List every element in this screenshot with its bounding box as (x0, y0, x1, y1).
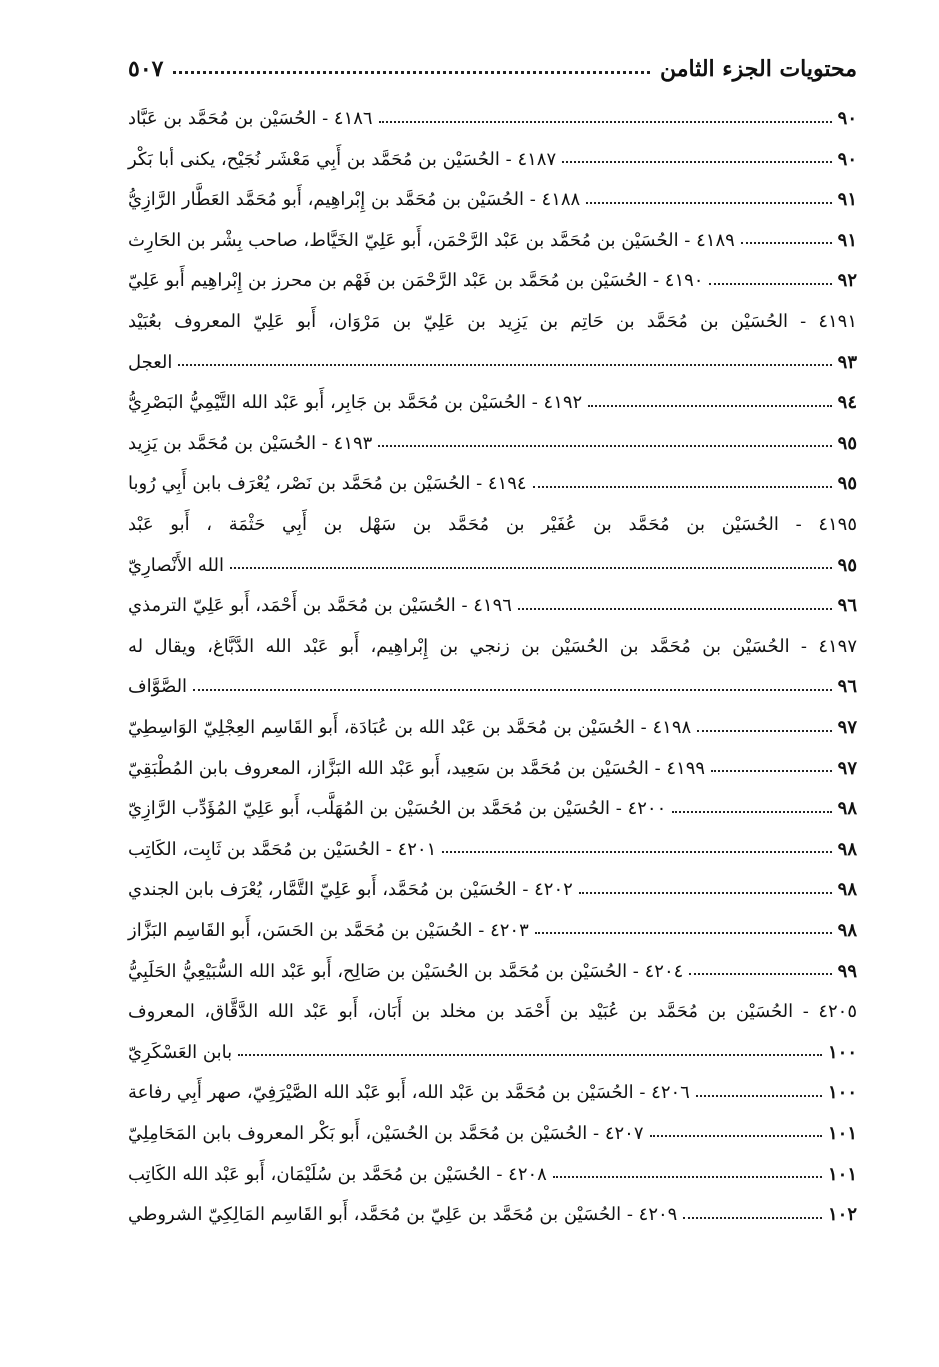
toc-entry (128, 252, 857, 293)
toc-entry-page: ٩٠ (837, 148, 857, 170)
toc-entry-line-last (128, 537, 857, 578)
toc-entry-text: ٤١٨٨ - الحُسَيْن بن مُحَمَّد بن إِبْراهِيم، أَبو مُحَمَّد العَطَّار الرَّازِيُّ (128, 189, 581, 211)
leader-dots (588, 405, 831, 407)
toc-entry-line-last (128, 374, 857, 415)
toc-entry-page: ٩١ (837, 189, 857, 211)
leader-dots (230, 567, 832, 569)
toc-entry-line (128, 293, 857, 334)
toc-entry-line-last (128, 821, 857, 862)
leader-dots (672, 811, 831, 813)
leader-dots (378, 445, 831, 447)
toc-entry-text: ٤٢٠٨ - الحُسَيْن بن مُحَمَّد بن سُلَيْمَان، أَبو عَبْد الله الكَاتِب (128, 1163, 547, 1185)
toc-entry-page: ٩٠ (837, 108, 857, 130)
toc-entry-line (128, 496, 857, 537)
page-header (128, 42, 857, 82)
toc-entry-page: ٩١ (837, 229, 857, 251)
leader-dots (442, 851, 831, 853)
toc-entry-page: ١٠٠ (827, 1082, 857, 1104)
toc-entry-page: ٩٥ (837, 473, 857, 495)
toc-entry-line-last (128, 1186, 857, 1227)
toc-entry-text: بابن العَسْكَرِيّ (128, 1041, 233, 1063)
leader-dots (579, 892, 832, 894)
toc-entry-line-last (128, 658, 857, 699)
toc-entry (128, 577, 857, 618)
toc-entry-line-last (128, 90, 857, 131)
toc-entries (128, 90, 857, 1227)
leader-dots (238, 1054, 822, 1056)
page-number: ٥٠٧ (128, 56, 164, 82)
toc-entry-line-last (128, 902, 857, 943)
toc-entry (128, 415, 857, 456)
toc-entry-page: ٩٧ (837, 717, 857, 738)
toc-entry-text: ٤١٩٢ - الحُسَيْن بن مُحَمَّد بن جَابِر، أَبو عَبْد الله التَّيْمِيُّ البَصْرِيُّ (128, 392, 583, 414)
toc-entry-line (128, 618, 857, 659)
toc-entry-text: ٤١٨٦ - الحُسَيْن بن مُحَمَّد بن عَبَّاد (128, 108, 373, 130)
toc-entry (128, 455, 857, 496)
toc-entry (128, 983, 857, 1064)
toc-entry-page: ٩٨ (837, 798, 857, 820)
toc-entry-text: العجل (128, 351, 173, 373)
toc-entry-text: ٤١٩٥ - الحُسَيْن بن مُحَمَّد بن عُفَيْر بن مُحَمَّد بن سَهْل بن أَبِي حَثْمَة ، أَبو عَبْد (128, 514, 857, 536)
toc-entry-page: ٩٨ (837, 838, 857, 860)
toc-entry-text: الله الأَنْصارِيّ (128, 554, 224, 576)
page-title: محتويات الجزء الثامن (659, 56, 857, 82)
toc-entry-text: ٤٢٠٥ - الحُسَيْن بن مُحَمَّد بن عُبَيْد بن أَحْمَد بن مخلد بن أَبَان، أَبو عَبْد الله الدَّقَّاق، المعروف (128, 1001, 857, 1023)
toc-entry (128, 212, 857, 253)
leader-dots (553, 1176, 822, 1178)
toc-entry (128, 131, 857, 172)
leader-dots (650, 1135, 822, 1137)
toc-entry (128, 699, 857, 740)
toc-entry-page: ٩٤ (837, 392, 857, 414)
leader-dots (193, 689, 832, 691)
toc-entry-text: ٤٢٠٦ - الحُسَيْن بن مُحَمَّد بن عَبْد الله، أَبو عَبْد الله الصَّيْرَفِيّ، صهر أَبِي رفاعة (128, 1082, 690, 1104)
toc-entry-page: ٩٥ (837, 432, 857, 454)
toc-entry-line-last (128, 1064, 857, 1105)
toc-entry (128, 1105, 857, 1146)
toc-entry (128, 861, 857, 902)
toc-entry-line-last (128, 577, 857, 618)
toc-entry (128, 496, 857, 577)
toc-entry-text: ٤١٩٧ - الحُسَيْن بن مُحَمَّد بن الحُسَيْن بن زنجي بن إِبْراهِيم، أَبو عَبْد الله الدَّبَّاغ، ويقال له (128, 635, 857, 657)
toc-entry (128, 1186, 857, 1227)
toc-entry (128, 293, 857, 374)
leader-dots (518, 608, 832, 610)
toc-entry-text: ٤١٩٦ - الحُسَيْن بن مُحَمَّد بن أَحْمَد، أَبو عَلِيّ الترمذي (128, 595, 512, 617)
toc-entry-page: ٩٨ (837, 879, 857, 901)
toc-entry-line-last (128, 740, 857, 781)
toc-entry (128, 171, 857, 212)
toc-entry-line-last (128, 455, 857, 496)
toc-entry-page: ٩٢ (837, 270, 857, 292)
toc-entry (128, 821, 857, 862)
toc-entry-line-last (128, 334, 857, 375)
toc-entry-page: ٩٩ (837, 960, 857, 982)
toc-entry-page: ١٠٠ (827, 1041, 857, 1063)
toc-entry-page: ١٠٢ (827, 1204, 857, 1226)
leader-dots (697, 730, 832, 732)
toc-entry-text: ٤١٨٧ - الحُسَيْن بن مُحَمَّد بن أَبِي مَعْشَر نُجَيْح، يكنى أبا بَكْر (128, 148, 557, 170)
toc-entry-line-last (128, 942, 857, 983)
toc-entry-text: ٤٢٠٩ - الحُسَيْن بن مُحَمَّد بن عَلِيّ بن مُحَمَّد، أَبو القَاسِم المَالِكِيّ الشروطي (128, 1204, 678, 1226)
leader-dots (741, 242, 832, 244)
toc-entry (128, 374, 857, 415)
toc-entry (128, 1145, 857, 1186)
toc-entry (128, 942, 857, 983)
toc-entry-line-last (128, 171, 857, 212)
toc-entry-line (128, 983, 857, 1024)
leader-dots (683, 1217, 822, 1219)
toc-entry-text: ٤٢٠٠ - الحُسَيْن بن مُحَمَّد بن الحُسَيْن بن المُهَلَّب، أَبو عَلِيّ المُؤَدِّب الرَّازِيّ (128, 798, 667, 820)
toc-entry-page: ٩٦ (837, 595, 857, 617)
toc-entry-page: ٩٧ (837, 757, 857, 779)
toc-entry-page: ١٠١ (827, 1122, 857, 1144)
toc-entry-text: ٤١٩١ - الحُسَيْن بن مُحَمَّد بن حَاتِم بن يَزِيد بن عَلِيّ بن مَرْوَان، أَبو عَلِيّ المعروف بعُبَيْد (128, 311, 857, 333)
toc-entry-text: ٤١٩٣ - الحُسَيْن بن مُحَمَّد بن يَزِيد (128, 432, 373, 454)
toc-entry-text: ٤١٩٨ - الحُسَيْن بن مُحَمَّد بن عَبْد الله بن عُبَادَة، أَبو القَاسِم العِجْلِيّ الوَاسِطِيّ (128, 717, 692, 738)
leader-dots (709, 283, 831, 285)
toc-entry-line-last (128, 415, 857, 456)
toc-entry-page: ١٠١ (827, 1163, 857, 1185)
leader-dots (711, 770, 832, 772)
leader-dots (586, 202, 831, 204)
toc-entry (128, 740, 857, 781)
leader-dots (379, 121, 832, 123)
toc-entry-page: ٩٥ (837, 554, 857, 576)
toc-entry (128, 1064, 857, 1105)
toc-entry-text: ٤٢٠١ - الحُسَيْن بن مُحَمَّد بن ثَابِت، الكَاتِب (128, 838, 437, 860)
toc-entry-text: ٤١٩٩ - الحُسَيْن بن مُحَمَّد بن سَعِيد، أَبو عَبْد الله البَزَّاز، المعروف بابن المُطْبَقِيّ (128, 757, 706, 779)
leader-dots (562, 161, 832, 163)
toc-entry-line-last (128, 1105, 857, 1146)
toc-entry-text: ٤٢٠٤ - الحُسَيْن بن مُحَمَّد بن الحُسَيْن بن صَالِح، أَبو عَبْد الله السُّبَيْعِيُّ الحَلَبِيُّ (128, 960, 684, 982)
toc-entry-text: ٤٢٠٢ - الحُسَيْن بن مُحَمَّد، أَبو عَلِيّ التَّمَّار، يُعْرَف بابن الجندي (128, 879, 573, 901)
toc-entry-text: ٤١٩٤ - الحُسَيْن بن مُحَمَّد بن نَصْر، يُعْرَف بابن أَبِي رُوبا (128, 473, 527, 495)
toc-entry-line-last (128, 780, 857, 821)
toc-entry-line-last (128, 212, 857, 253)
toc-entry-page: ٩٦ (837, 676, 857, 698)
toc-entry (128, 780, 857, 821)
leader-dots (535, 932, 832, 934)
toc-entry-line-last (128, 252, 857, 293)
toc-entry-line-last (128, 1024, 857, 1065)
leader-dots (178, 364, 831, 366)
toc-entry-text: الصَّوَّاف (128, 676, 188, 698)
toc-entry-text: ٤٢٠٣ - الحُسَيْن بن مُحَمَّد بن الحَسَن، أَبو القَاسِم البَزَّاز (128, 919, 529, 941)
toc-entry-text: ٤١٨٩ - الحُسَيْن بن مُحَمَّد بن عَبْد الرَّحْمَن، أَبو عَلِيّ الخَيَّاط، صاحب بِشْر بن الحَارِث (128, 229, 735, 251)
toc-entry-page: ٩٣ (837, 351, 857, 373)
toc-entry-line-last (128, 699, 857, 740)
leader-dots (533, 486, 832, 488)
leader-dots (689, 973, 831, 975)
toc-entry (128, 90, 857, 131)
header-leader-dots (173, 71, 650, 74)
toc-entry (128, 902, 857, 943)
leader-dots (696, 1095, 822, 1097)
toc-entry-text: ٤٢٠٧ - الحُسَيْن بن مُحَمَّد بن الحُسَيْن، أَبو بَكْر المعروف بابن المَحَامِلِيّ (128, 1122, 644, 1144)
toc-entry-line-last (128, 131, 857, 172)
toc-entry-line-last (128, 1145, 857, 1186)
toc-entry-text: ٤١٩٠ - الحُسَيْن بن مُحَمَّد بن عَبْد الرَّحْمَن بن فَهْم بن محرز بن إِبْراهِيم أَبو عَلِيّ (128, 270, 704, 292)
toc-entry-line-last (128, 861, 857, 902)
toc-entry-page: ٩٨ (837, 919, 857, 941)
toc-entry (128, 618, 857, 699)
